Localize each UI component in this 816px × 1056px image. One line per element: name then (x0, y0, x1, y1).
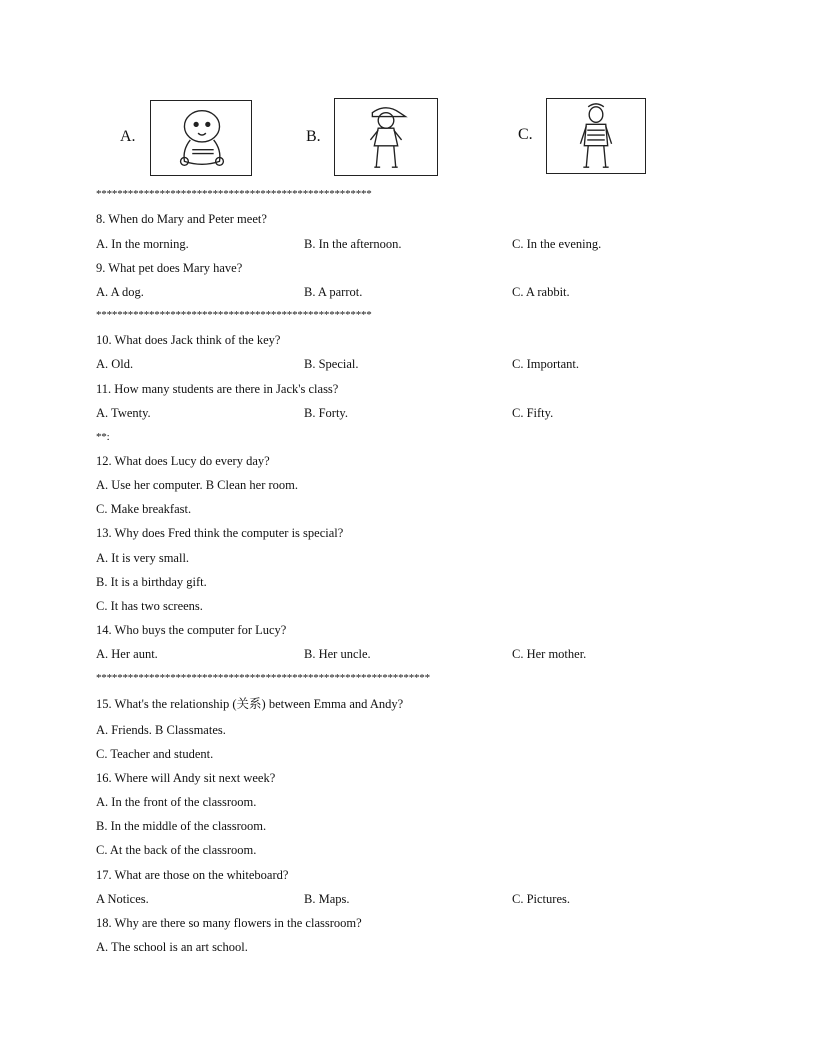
boy-in-sweater-drawing (547, 99, 645, 173)
question-18: 18. Why are there so many flowers in the classroom? (96, 916, 362, 930)
q8-option-a[interactable]: A. In the morning. (96, 237, 189, 251)
q14-option-c[interactable]: C. Her mother. (512, 647, 587, 661)
picture-options-row (96, 96, 656, 180)
q16-option-c[interactable]: C. At the back of the classroom. (96, 843, 257, 857)
picture-a-label: A. (120, 128, 136, 145)
question-8: 8. When do Mary and Peter meet? (96, 212, 267, 226)
q17-option-b[interactable]: B. Maps. (304, 892, 350, 906)
q11-option-a[interactable]: A. Twenty. (96, 406, 151, 420)
question-10: 10. What does Jack think of the key? (96, 333, 281, 347)
q9-option-b[interactable]: B. A parrot. (304, 285, 363, 299)
q10-option-b[interactable]: B. Special. (304, 357, 359, 371)
q18-option-a[interactable]: A. The school is an art school. (96, 940, 248, 954)
question-9: 9. What pet does Mary have? (96, 261, 243, 275)
q9-option-c[interactable]: C. A rabbit. (512, 285, 570, 299)
separator-line: **: (96, 431, 110, 443)
picture-b-label: B. (306, 128, 321, 145)
picture-a-baby[interactable] (150, 100, 252, 176)
picture-b-boy-cap[interactable] (334, 98, 438, 176)
q13-option-b[interactable]: B. It is a birthday gift. (96, 575, 207, 589)
question-12: 12. What does Lucy do every day? (96, 454, 270, 468)
question-15: 15. What's the relationship (关系) between Emma and Andy? (96, 697, 404, 711)
picture-c-label: C. (518, 126, 533, 143)
q17-option-c[interactable]: C. Pictures. (512, 892, 570, 906)
q8-option-c[interactable]: C. In the evening. (512, 237, 602, 251)
picture-c-boy-sweater[interactable] (546, 98, 646, 174)
q12-option-c[interactable]: C. Make breakfast. (96, 502, 192, 516)
question-11: 11. How many students are there in Jack's class? (96, 382, 339, 396)
q8-option-b[interactable]: B. In the afternoon. (304, 237, 402, 251)
q17-option-a[interactable]: A Notices. (96, 892, 149, 906)
q13-option-c[interactable]: C. It has two screens. (96, 599, 203, 613)
q11-option-b[interactable]: B. Forty. (304, 406, 348, 420)
separator-line: **************************************************** (96, 188, 372, 200)
q9-option-a[interactable]: A. A dog. (96, 285, 144, 299)
separator-line: **************************************************** (96, 309, 372, 321)
q13-option-a[interactable]: A. It is very small. (96, 551, 190, 565)
question-14: 14. Who buys the computer for Lucy? (96, 623, 287, 637)
q12-options-a-b[interactable]: A. Use her computer. B Clean her room. (96, 478, 299, 492)
q16-option-a[interactable]: A. In the front of the classroom. (96, 795, 257, 809)
q14-option-b[interactable]: B. Her uncle. (304, 647, 371, 661)
separator-line: *************************************************************** (96, 672, 430, 684)
q15-options-a-b[interactable]: A. Friends. B Classmates. (96, 723, 226, 737)
q10-option-c[interactable]: C. Important. (512, 357, 580, 371)
q10-option-a[interactable]: A. Old. (96, 357, 134, 371)
q11-option-c[interactable]: C. Fifty. (512, 406, 554, 420)
baby-drawing (151, 101, 251, 175)
q15-option-c[interactable]: C. Teacher and student. (96, 747, 214, 761)
question-17: 17. What are those on the whiteboard? (96, 868, 289, 882)
question-16: 16. Where will Andy sit next week? (96, 771, 276, 785)
q16-option-b[interactable]: B. In the middle of the classroom. (96, 819, 267, 833)
q14-option-a[interactable]: A. Her aunt. (96, 647, 158, 661)
boy-with-cap-drawing (335, 99, 437, 175)
question-13: 13. Why does Fred think the computer is special? (96, 526, 344, 540)
